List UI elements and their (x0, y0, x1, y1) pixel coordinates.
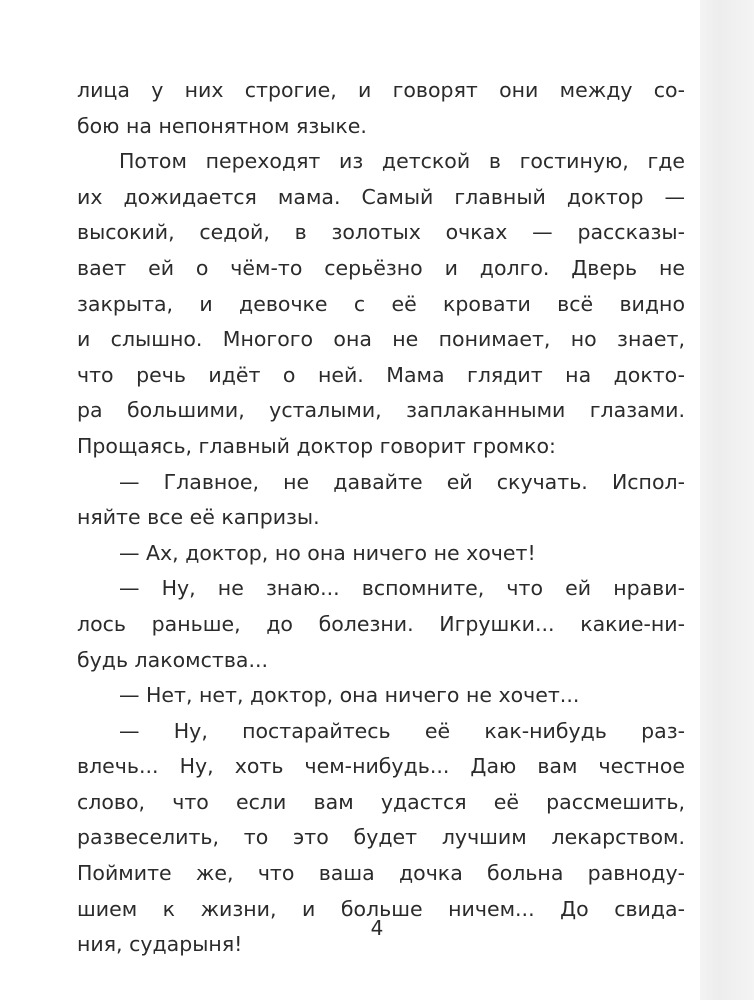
text-line: — Ну, не знаю... вспомните, что ей нрави- (119, 576, 685, 601)
page-number: 4 (370, 916, 384, 940)
text-line: и слышно. Многого она не понимает, но знает, (77, 327, 685, 352)
text-line: няйте все её капризы. (77, 505, 320, 530)
text-line: — Главное, не давайте ей скучать. Испол- (119, 469, 685, 494)
text-line: Прощаясь, главный доктор говорит громко: (77, 433, 556, 458)
text-line: закрыта, и девочке с её кровати всё видно (77, 291, 685, 316)
text-line: лось раньше, до болезни. Игрушки... какие-ни- (77, 611, 685, 636)
text-line: шием к жизни, и больше ничем... До свида- (77, 896, 685, 921)
text-line: будь лакомства... (77, 647, 269, 672)
text-line: Поймите же, что ваша дочка больна равноду- (77, 861, 685, 886)
page-text (77, 73, 685, 963)
text-line: их дожидается мама. Самый главный доктор — (77, 184, 685, 209)
text-line: что речь идёт о ней. Мама глядит на доктo- (77, 362, 685, 387)
text-line: — Ах, доктор, но она ничего не хочет! (119, 540, 536, 565)
text-line: высокий, седой, в золотых очках — рассказы- (77, 220, 685, 245)
text-line: бою на непонятном языке. (77, 113, 367, 138)
text-line: — Нет, нет, доктор, она ничего не хочет... (119, 683, 580, 708)
text-line: — Ну, постарайтесь её как-нибудь раз- (119, 718, 685, 743)
text-line: влечь... Ну, хоть чем-нибудь... Даю вам честное (77, 754, 685, 779)
text-line: ра большими, усталыми, заплаканными глазами. (77, 398, 685, 423)
text-line: Потом переходят из детской в гостиную, где (119, 149, 685, 174)
page-gutter-shadow (700, 0, 754, 1000)
text-line: лица у них строгие, и говорят они между со- (77, 78, 685, 102)
text-line: слово, что если вам удастся её рассмешить, (77, 789, 685, 814)
text-line: развеселить, то это будет лучшим лекарством. (77, 825, 685, 850)
text-line: ния, сударыня! (77, 932, 243, 957)
text-line: вает ей о чём-то серьёзно и долго. Дверь не (77, 255, 685, 280)
